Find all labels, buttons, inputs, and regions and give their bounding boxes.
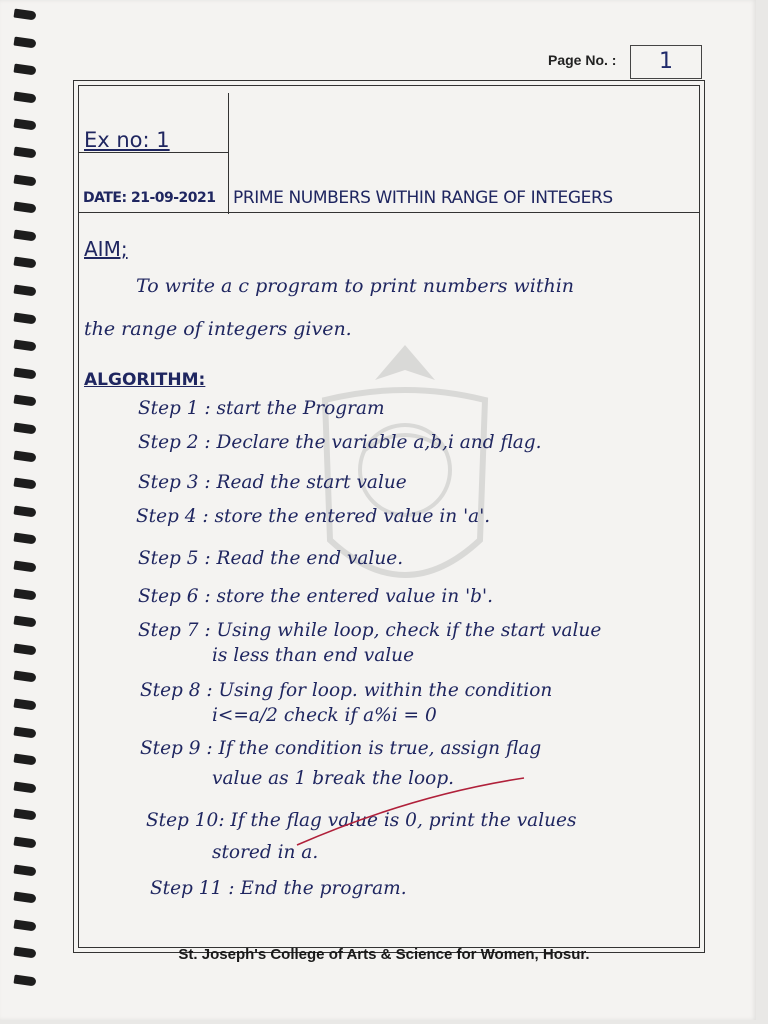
spiral-ring bbox=[13, 533, 36, 545]
spiral-ring bbox=[13, 450, 36, 462]
spiral-ring bbox=[13, 119, 36, 131]
college-footer: St. Joseph's College of Arts & Science for Women, Hosur. bbox=[178, 946, 590, 963]
spiral-ring bbox=[13, 975, 36, 987]
exercise-number: Ex no: 1 bbox=[84, 128, 170, 152]
step-8: Step 8 : Using for loop. within the condition bbox=[140, 680, 553, 701]
page-number-box: 1 bbox=[630, 45, 702, 79]
step-2: Step 2 : Declare the variable a,b,i and flag. bbox=[138, 432, 542, 453]
spiral-ring bbox=[13, 588, 36, 600]
spiral-ring bbox=[13, 147, 36, 159]
spiral-ring bbox=[13, 726, 36, 738]
spiral-ring bbox=[13, 505, 36, 517]
ex-no-rule bbox=[78, 152, 228, 153]
spiral-ring bbox=[13, 91, 36, 103]
step-4: Step 4 : store the entered value in 'a'. bbox=[136, 506, 491, 527]
aim-line-1: To write a c program to print numbers within bbox=[136, 275, 575, 297]
step-10: Step 10: If the flag value is 0, print the values bbox=[146, 810, 577, 831]
step-8-cont: i<=a/2 check if a%i = 0 bbox=[212, 705, 437, 726]
spiral-ring bbox=[13, 781, 36, 793]
spiral-ring bbox=[13, 36, 36, 48]
spiral-ring bbox=[13, 9, 36, 21]
teacher-correction-mark bbox=[292, 770, 532, 850]
algorithm-heading: ALGORITHM: bbox=[84, 370, 206, 390]
spiral-binding bbox=[14, 10, 40, 1010]
step-7: Step 7 : Using while loop, check if the start value bbox=[138, 620, 602, 641]
spiral-ring bbox=[13, 423, 36, 435]
spiral-ring bbox=[13, 561, 36, 573]
step-9: Step 9 : If the condition is true, assign flag bbox=[140, 738, 542, 759]
spiral-ring bbox=[13, 367, 36, 379]
spiral-ring bbox=[13, 478, 36, 490]
step-5: Step 5 : Read the end value. bbox=[138, 548, 404, 569]
aim-line-2: the range of integers given. bbox=[84, 318, 352, 340]
step-6: Step 6 : store the entered value in 'b'. bbox=[138, 586, 493, 607]
spiral-ring bbox=[13, 312, 36, 324]
spiral-ring bbox=[13, 809, 36, 821]
spiral-ring bbox=[13, 864, 36, 876]
step-7-cont: is less than end value bbox=[212, 645, 415, 666]
spiral-ring bbox=[13, 202, 36, 214]
spiral-ring bbox=[13, 174, 36, 186]
step-11: Step 11 : End the program. bbox=[150, 878, 407, 899]
spiral-ring bbox=[13, 671, 36, 683]
header-divider bbox=[228, 93, 229, 214]
spiral-ring bbox=[13, 616, 36, 628]
spiral-ring bbox=[13, 837, 36, 849]
spiral-ring bbox=[13, 229, 36, 241]
spiral-ring bbox=[13, 699, 36, 711]
spiral-ring bbox=[13, 643, 36, 655]
spiral-ring bbox=[13, 892, 36, 904]
date: DATE: 21-09-2021 bbox=[83, 190, 216, 206]
spiral-ring bbox=[13, 340, 36, 352]
experiment-title: PRIME NUMBERS WITHIN RANGE OF INTEGERS bbox=[233, 188, 613, 208]
spiral-ring bbox=[13, 395, 36, 407]
spiral-ring bbox=[13, 285, 36, 297]
page-number-label: Page No. : bbox=[548, 52, 617, 68]
step-10-cont: stored in a. bbox=[212, 842, 319, 863]
spiral-ring bbox=[13, 919, 36, 931]
spiral-ring bbox=[13, 257, 36, 269]
spiral-ring bbox=[13, 754, 36, 766]
step-3: Step 3 : Read the start value bbox=[138, 472, 407, 493]
aim-heading: AIM; bbox=[84, 237, 128, 261]
step-9-cont: value as 1 break the loop. bbox=[212, 768, 455, 789]
step-1: Step 1 : start the Program bbox=[138, 398, 385, 419]
spiral-ring bbox=[13, 64, 36, 76]
header-bottom-rule bbox=[78, 212, 700, 213]
